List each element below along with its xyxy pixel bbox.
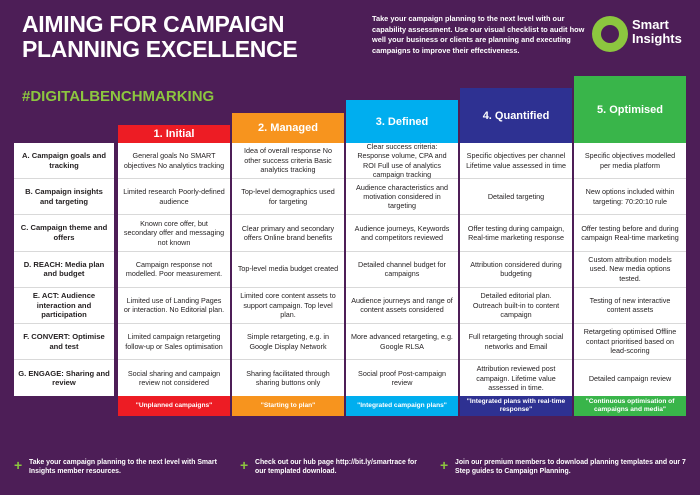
header	[0, 0, 700, 72]
column-body-5	[574, 143, 686, 396]
row-label-b: B. Campaign insights and targeting	[14, 179, 114, 215]
cell-g4: Attribution reviewed post campaign. Lifetime value assessed in time.	[460, 360, 572, 396]
column-footer-2: "Starting to plan"	[232, 396, 344, 416]
cell-g2: Sharing facilitated through sharing buttons only	[232, 360, 344, 396]
cell-g1: Social sharing and campaign review not considered	[118, 360, 230, 396]
cell-a4: Specific objectives per channel Lifetime value assessed in time	[460, 143, 572, 179]
column-header-1[interactable]	[118, 125, 230, 143]
maturity-column-5	[574, 76, 686, 416]
column-footer-3: "Integrated campaign plans"	[346, 396, 458, 416]
cell-b1: Limited research Poorly-defined audience	[118, 179, 230, 215]
cell-d4: Attribution considered during budgeting	[460, 252, 572, 288]
row-label-c: C. Campaign theme and offers	[14, 215, 114, 251]
cell-a5: Specific objectives modelled per media platform	[574, 143, 686, 179]
cell-e5: Testing of new interactive content assets	[574, 288, 686, 324]
column-header-label: 1. Initial	[153, 128, 195, 140]
column-header-label: 4. Quantified	[482, 109, 550, 122]
cell-c4: Offer testing during campaign, Real-time marketing response	[460, 215, 572, 251]
cell-a3: Clear success criteria: Response volume, CPA and ROI Full use of analytics campaign tracking	[346, 143, 458, 179]
column-footer-1: "Unplanned campaigns"	[118, 396, 230, 416]
plus-icon: +	[440, 457, 449, 473]
column-footer-5: "Continuous optimisation of campaigns and media"	[574, 396, 686, 416]
cell-c5: Offer testing before and during campaign Real-time marketing	[574, 215, 686, 251]
page-title: AIMING FOR CAMPAIGN PLANNING EXCELLENCE	[22, 11, 298, 62]
logo-text	[632, 18, 682, 46]
footer-item-text: Check out our hub page http://bit.ly/smartrace for our templated download.	[255, 459, 417, 476]
maturity-column-4	[460, 88, 572, 416]
cell-d1: Campaign response not modelled. Poor measurement.	[118, 252, 230, 288]
cell-c3: Audience journeys, Keywords and competitors reviewed	[346, 215, 458, 251]
maturity-matrix	[14, 78, 690, 438]
maturity-column-3	[346, 100, 458, 416]
footer	[0, 452, 700, 495]
cell-f5: Retargeting optimised Offline contact prioritised based on lead-scoring	[574, 324, 686, 360]
footer-item-text: Take your campaign planning to the next level with Smart Insights member resources.	[29, 459, 217, 476]
column-header-2[interactable]	[232, 113, 344, 143]
plus-icon: +	[14, 457, 23, 473]
cell-b5: New options included within targeting: 70:20:10 rule	[574, 179, 686, 215]
row-label-a: A. Campaign goals and tracking	[14, 143, 114, 179]
column-body-1	[118, 143, 230, 396]
cell-b4: Detailed targeting	[460, 179, 572, 215]
column-header-4[interactable]	[460, 88, 572, 143]
cell-e2: Limited core content assets to support campaign. Top level plan.	[232, 288, 344, 324]
cell-c1: Known core offer, but secondary offer and messaging not known	[118, 215, 230, 251]
cell-d3: Detailed channel budget for campaigns	[346, 252, 458, 288]
maturity-column-1	[118, 125, 230, 416]
smart-insights-logo-icon	[592, 16, 628, 52]
cell-f1: Limited campaign retargeting follow-up or Sales optimisation	[118, 324, 230, 360]
cell-e3: Audience journeys and range of content assets considered	[346, 288, 458, 324]
cell-e4: Detailed editorial plan. Outreach built-in to content campaign	[460, 288, 572, 324]
cell-b3: Audience characteristics and motivation considered in targeting	[346, 179, 458, 215]
row-label-e: E. ACT: Audience interaction and participation	[14, 288, 114, 324]
column-header-label: 5. Optimised	[596, 103, 664, 116]
cell-f2: Simple retargeting, e.g. in Google Display Network	[232, 324, 344, 360]
column-body-3	[346, 143, 458, 396]
maturity-column-2	[232, 113, 344, 416]
row-label-f: F. CONVERT: Optimise and test	[14, 324, 114, 360]
column-header-label: 3. Defined	[375, 115, 429, 128]
footer-item-text: Join our premium members to download planning templates and our 7 Step guides to Campaign Planning.	[455, 459, 686, 476]
plus-icon: +	[240, 457, 249, 473]
cell-c2: Clear primary and secondary offers Online brand benefits	[232, 215, 344, 251]
cell-a2: Idea of overall response No other success criteria Basic analytics tracking	[232, 143, 344, 179]
hashtag: #DIGITALBENCHMARKING	[22, 88, 215, 105]
logo	[592, 14, 692, 58]
row-label-g: G. ENGAGE: Sharing and review	[14, 360, 114, 396]
row-label-column	[14, 143, 114, 396]
column-header-5[interactable]	[574, 76, 686, 143]
cell-f3: More advanced retargeting, e.g. Google RLSA	[346, 324, 458, 360]
column-header-label: 2. Managed	[258, 122, 318, 134]
logo-line-1: Smart	[632, 17, 669, 32]
cell-d5: Custom attribution models used. New media options tested.	[574, 252, 686, 288]
cell-a1: General goals No SMART objectives No analytics tracking	[118, 143, 230, 179]
cell-e1: Limited use of Landing Pages or interaction. No Editorial plan.	[118, 288, 230, 324]
cell-g3: Social proof Post-campaign review	[346, 360, 458, 396]
cell-g5: Detailed campaign review	[574, 360, 686, 396]
cell-b2: Top-level demographics used for targeting	[232, 179, 344, 215]
logo-line-2: Insights	[632, 31, 682, 46]
cell-d2: Top-level media budget created	[232, 252, 344, 288]
column-footer-4: "Integrated plans with real-time response"	[460, 396, 572, 416]
column-body-2	[232, 143, 344, 396]
column-header-3[interactable]	[346, 100, 458, 143]
cell-f4: Full retargeting through social networks and Email	[460, 324, 572, 360]
intro-text: Take your campaign planning to the next level with our capability assessment. Use our visual checklist to audit how well your business or clients are planning and executing campaigns to improve their effectiveness.	[372, 14, 585, 55]
column-body-4	[460, 143, 572, 396]
row-label-d: D. REACH: Media plan and budget	[14, 252, 114, 288]
